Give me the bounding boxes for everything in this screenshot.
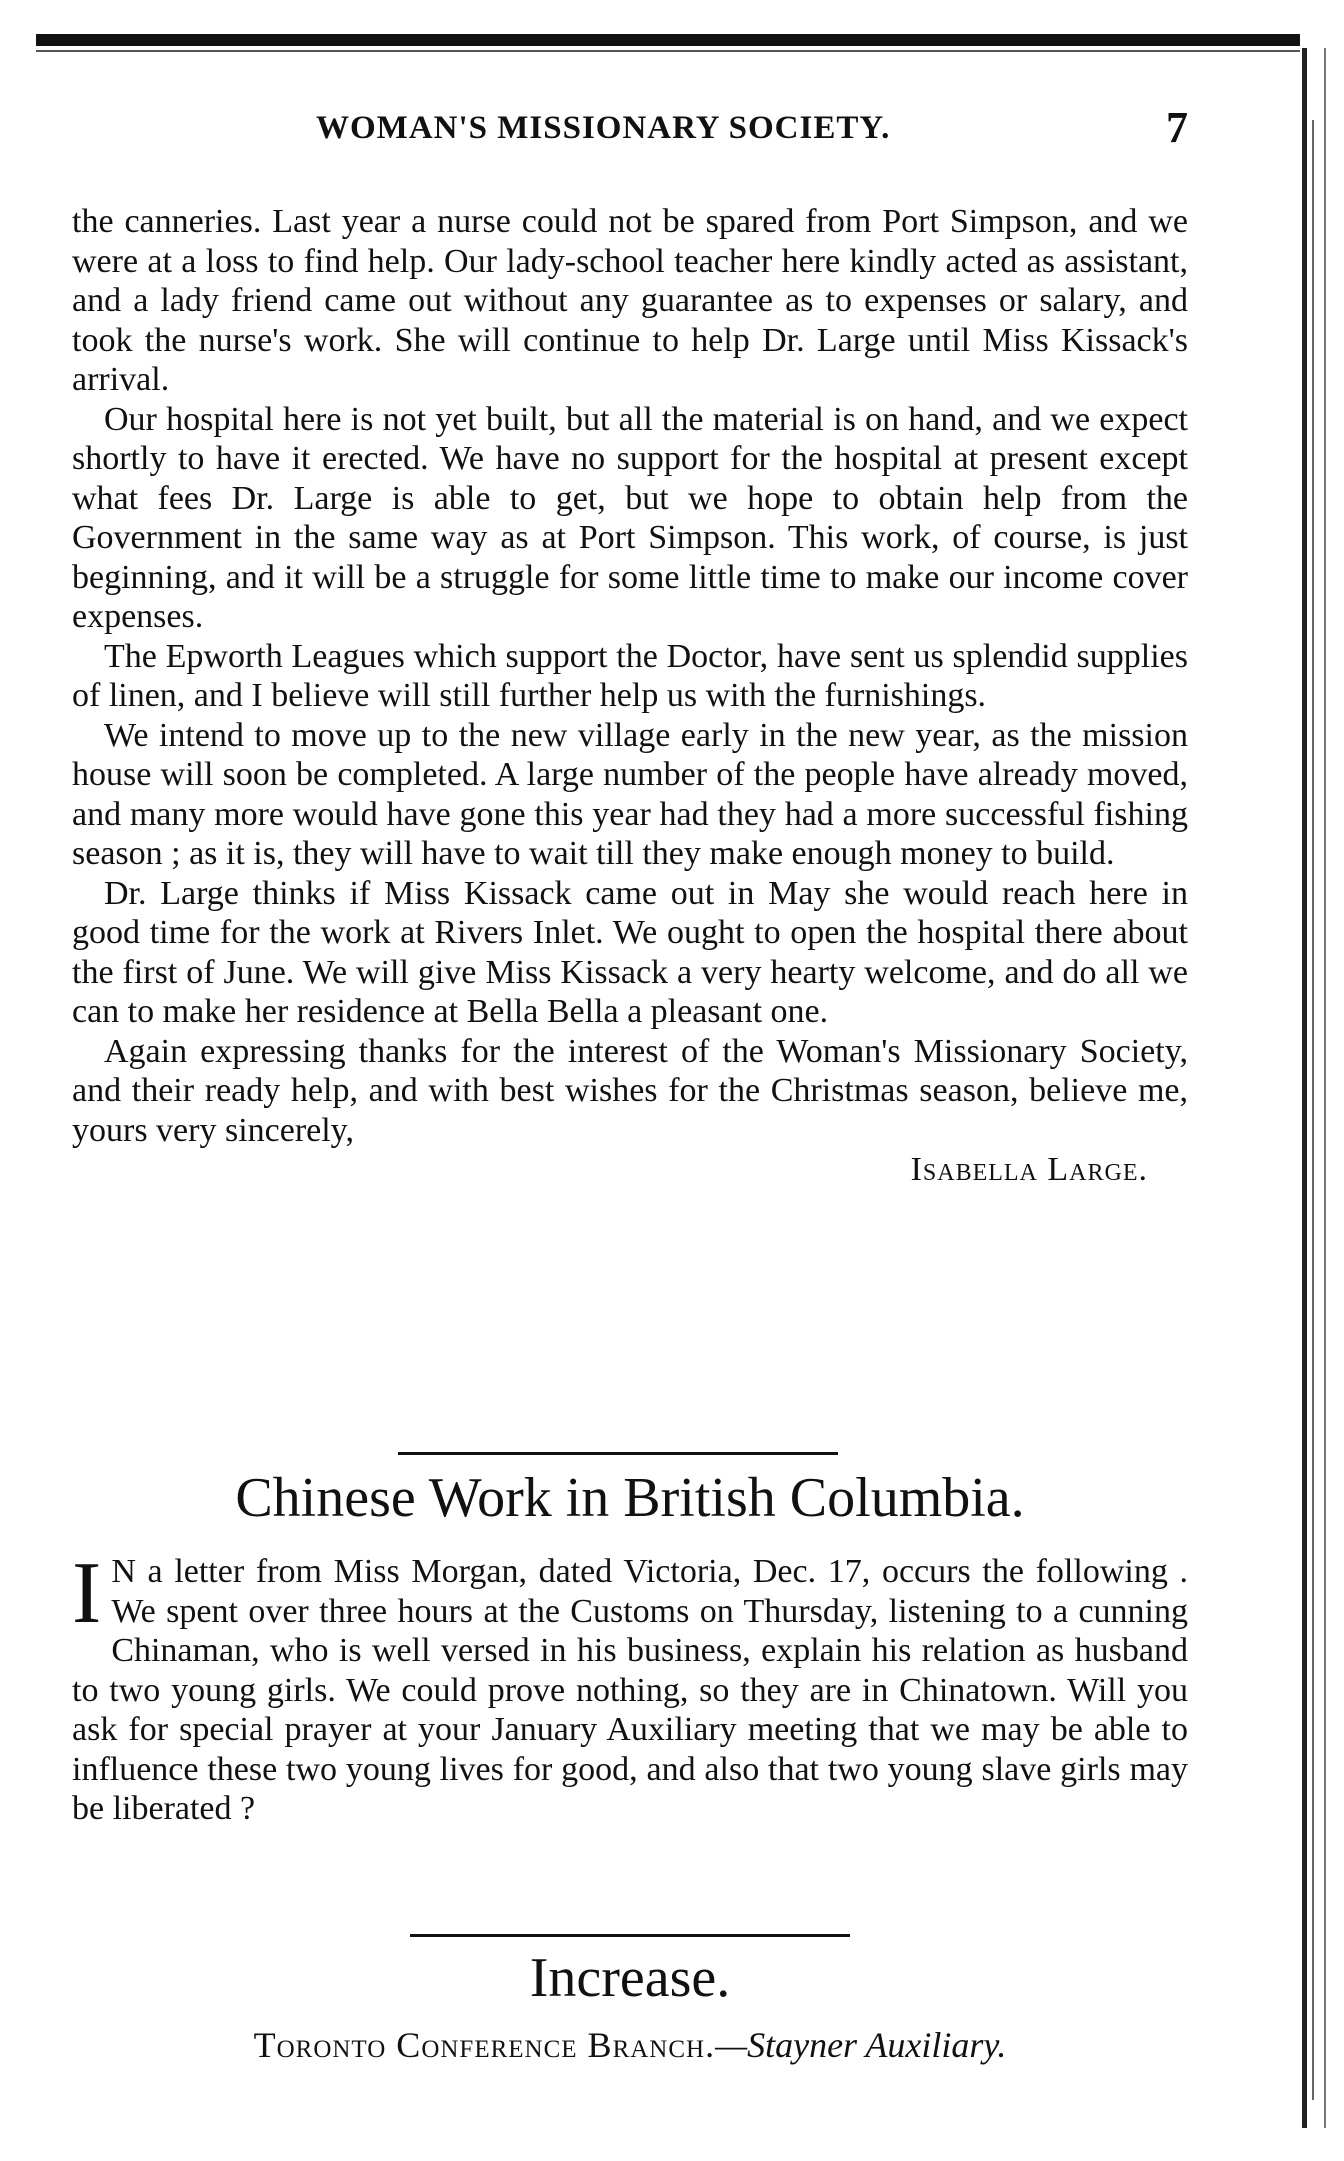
chinese-work-text: N a letter from Miss Morgan, dated Victoria, Dec. 17, occurs the following . We spent over three hours at the Customs on Thursday, listening to a cunning Chinaman, who is well versed in his business, explain his relation as husband to two young girls. We could prove nothing, so they are in Chinatown. Will you ask for special prayer at your January Auxiliary meeting that we may be able to influence these two young lives for good, and also that two young slave girls may be liberated ?	[72, 1553, 1188, 1827]
letter-paragraph: Dr. Large thinks if Miss Kissack came out in May she would reach here in good time for the work at Rivers Inlet. We ought to open the hospital there about the first of June. We will give Miss Kissack a very hearty welcome, and do all we can to make her residence at Bella Bella a pleasant one.	[72, 874, 1188, 1030]
top-border-rule	[36, 34, 1300, 46]
page-header	[72, 102, 1188, 152]
right-page-edge-inner	[1312, 120, 1314, 2100]
chinese-work-title: Chinese Work in British Columbia.	[235, 1467, 1025, 1529]
increase-title: Increase.	[529, 1947, 731, 2009]
letter-paragraph: We intend to move up to the new village early in the new year, as the mission house will soon be completed. A large number of the people have already moved, and many more would have gone this year had they had a more successful fishing season ; as it is, they will have to wait till they make enough money to build.	[72, 716, 1188, 872]
section-divider-rule	[398, 1452, 838, 1455]
running-head: WOMAN'S MISSIONARY SOCIETY.	[316, 110, 891, 146]
drop-cap: I	[72, 1545, 102, 1642]
chinese-work-paragraph	[72, 1545, 1188, 1829]
letter-paragraph: The Epworth Leagues which support the Doctor, have sent us splendid supplies of linen, and I believe will still further help us with the furnishings.	[72, 637, 1188, 714]
letter-signature: Isabella Large.	[910, 1151, 1148, 1188]
page-number: 7	[1166, 103, 1188, 152]
top-border-thin-rule	[36, 50, 1300, 52]
branch-name: Toronto Conference Branch.	[253, 2025, 716, 2065]
letter-paragraph: Again expressing thanks for the interest of the Woman's Missionary Society, and their ready help, and with best wishes for the Christmas season, believe me, yours very sincerely,	[72, 1032, 1188, 1149]
section-divider-rule	[410, 1934, 850, 1937]
auxiliary-name: —Stayner Auxiliary.	[715, 2025, 1007, 2065]
letter-paragraph: Our hospital here is not yet built, but all the material is on hand, and we expect shortly to have it erected. We have no support for the hospital at present except what fees Dr. Large is able to get, but we hope to obtain help from the Government in the same way as at Port Simpson. This work, of course, is just beginning, and it will be a struggle for some little time to make our income cover expenses.	[72, 400, 1188, 635]
letter-paragraph: the canneries. Last year a nurse could not be spared from Port Simpson, and we were at a loss to find help. Our lady-school teacher here kindly acted as assistant, and a lady friend came out without any guarantee as to expenses or salary, and took the nurse's work. She will continue to help Dr. Large until Miss Kissack's arrival.	[72, 203, 1188, 398]
letter-body	[72, 202, 1188, 1190]
right-page-edge	[1302, 48, 1326, 2128]
increase-subtitle	[72, 2024, 1188, 2066]
chinese-work-body	[72, 1545, 1188, 1829]
